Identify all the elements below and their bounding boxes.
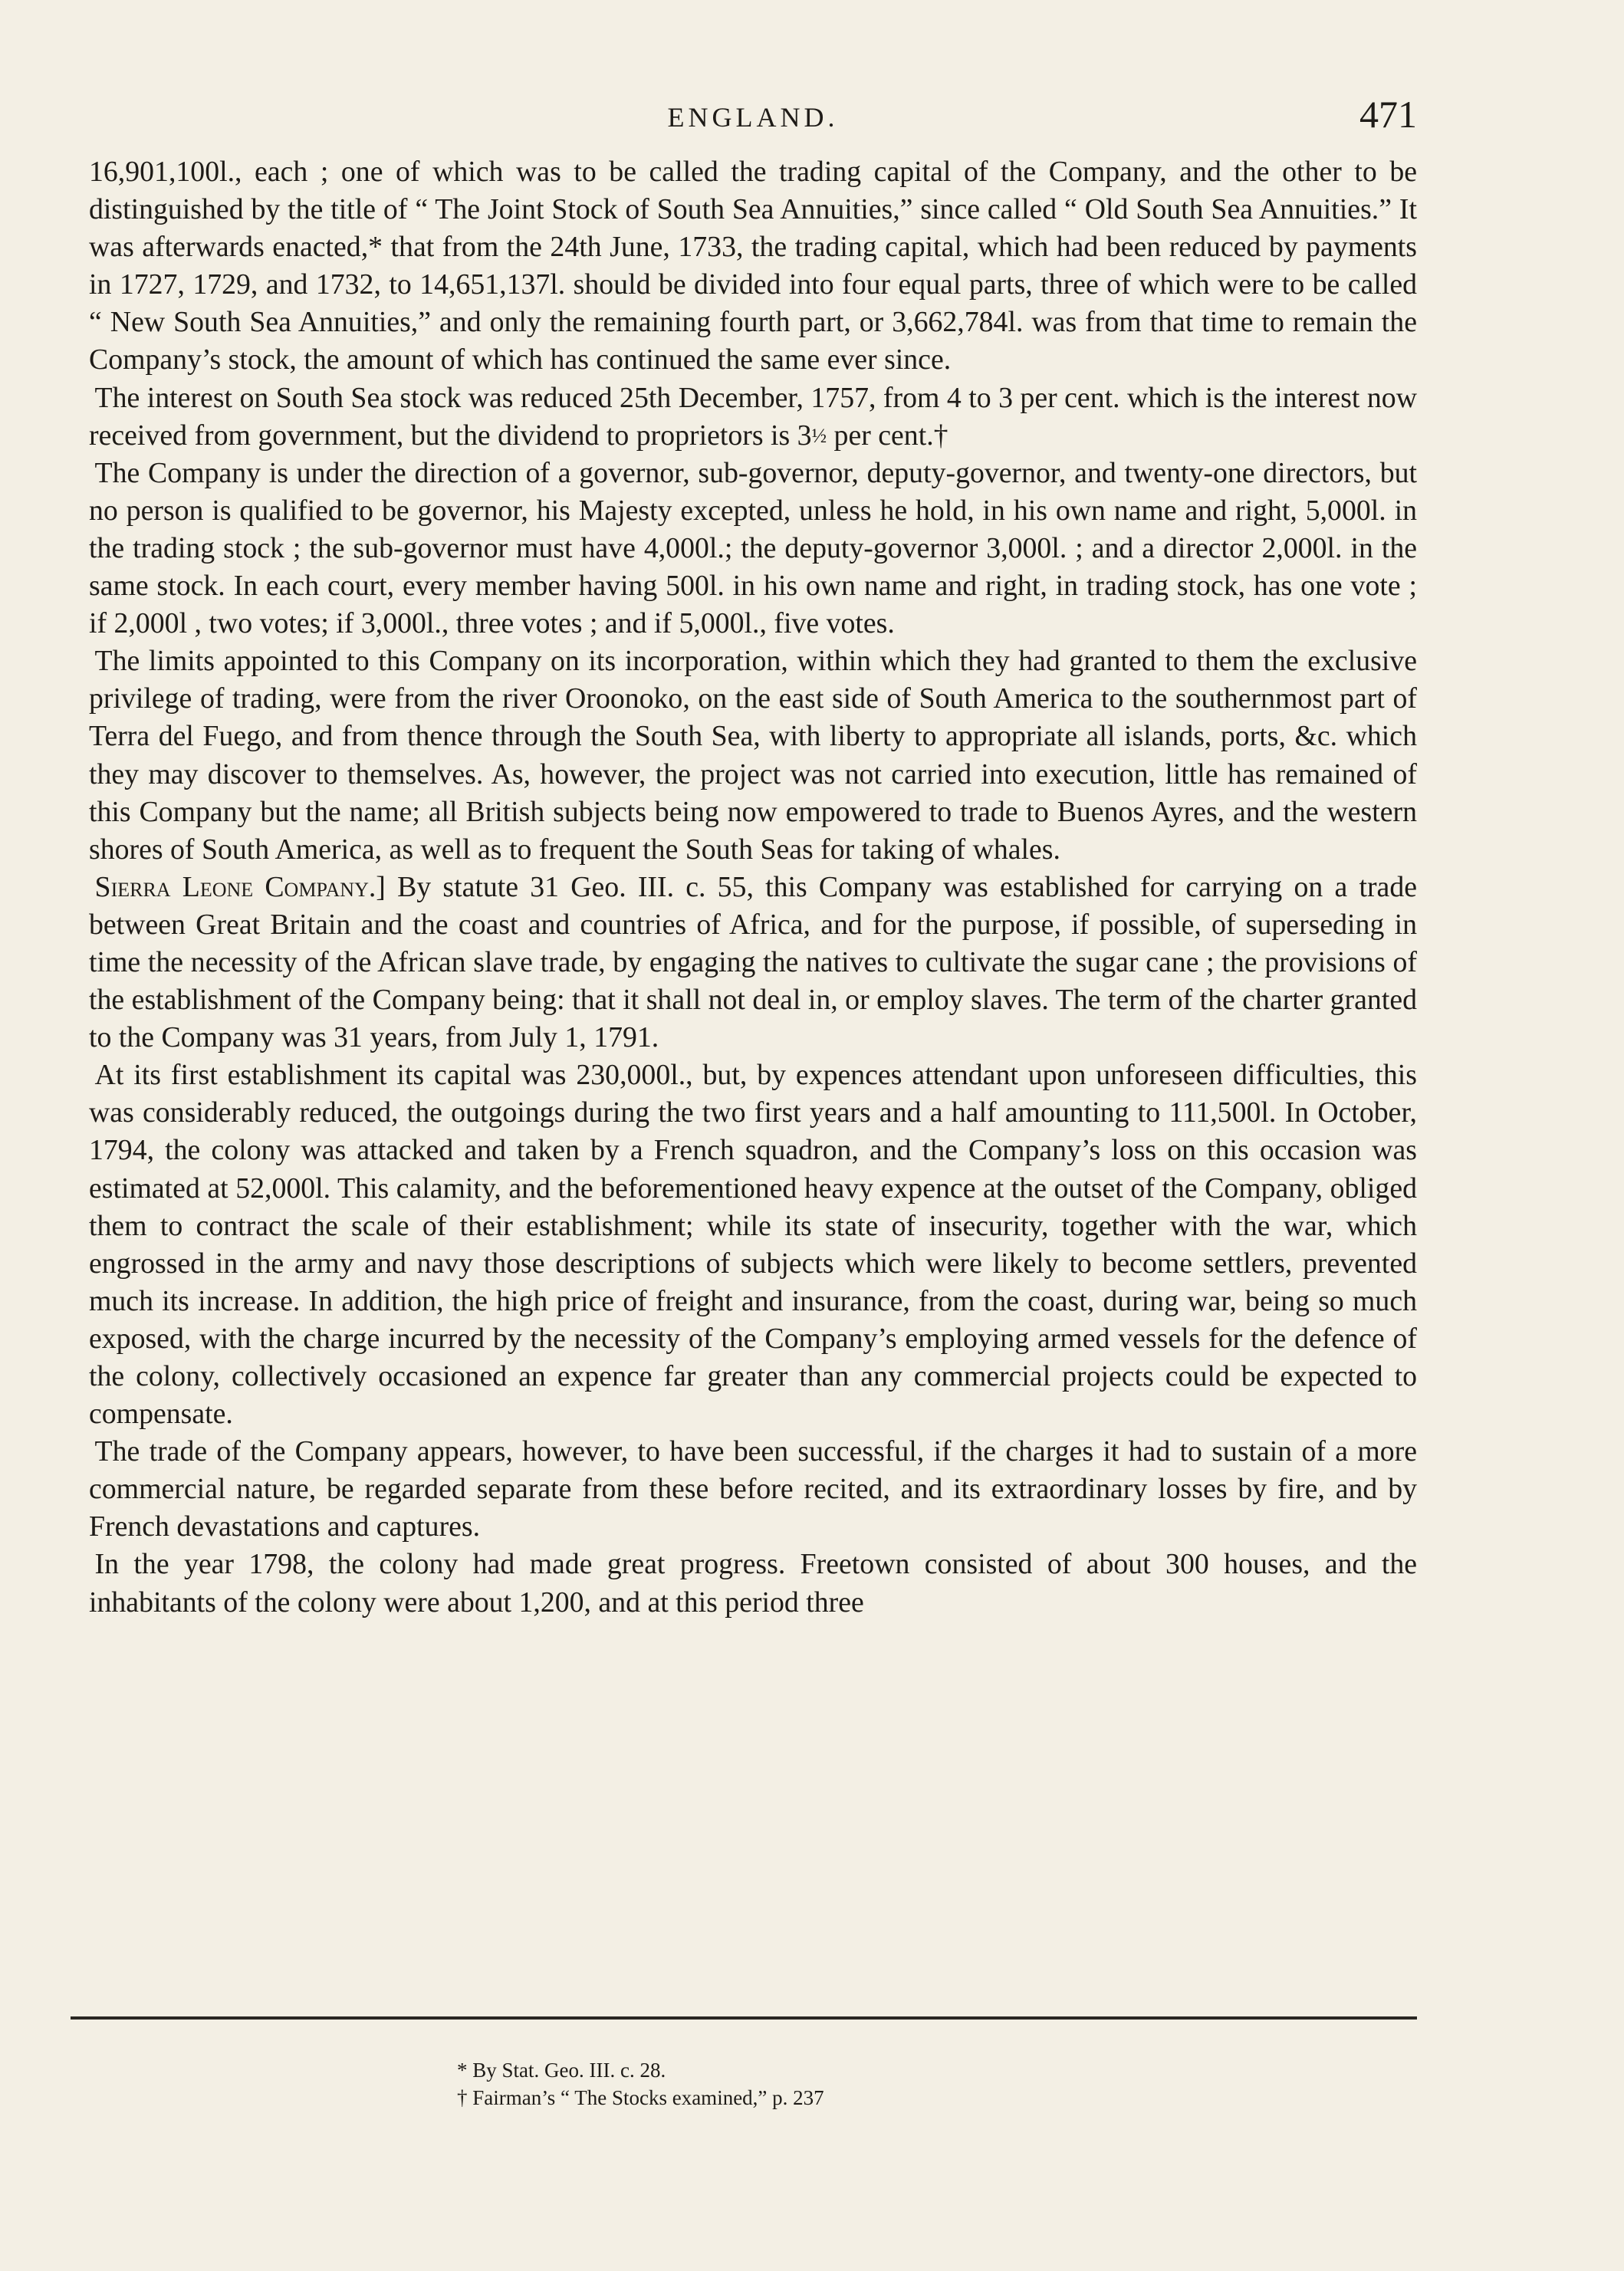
page-header: [89, 92, 1417, 146]
page-number: 471: [1359, 93, 1417, 136]
paragraph-text: By statute 31 Geo. III. c. 55, this Company was established for carrying on a trade between Great Britain and the coast and countries of Africa, and for the purpose, if possible, of superseding in time the necessity of the African slave trade, by engaging the natives to cultivate the sugar cane ; the provisions of the establishment of the Company being: that it shall not deal in, or employ slaves. The term of the charter granted to the Company was 31 years, from July 1, 1791.: [89, 870, 1418, 1054]
paragraph-company-direction: The Company is under the direction of a governor, sub-governor, deputy-governor, and twenty-one directors, but no person is qualified to be governor, his Majesty excepted, unless he hold, in his own name and right, 5,000l. in the trading stock ; the sub-governor must have 4,000l.; the deputy-governor 3,000l. ; and a director 2,000l. in the same stock. In each court, every member having 500l. in his own name and right, in trading stock, has one vote ; if 2,000l , two votes; if 3,000l., three votes ; and if 5,000l., five votes.: [89, 456, 1417, 640]
paragraph-interest-reduction: [89, 380, 1417, 455]
running-title: ENGLAND.: [667, 102, 839, 133]
paragraph-trading-limits: The limits appointed to this Company on its incorporation, within which they had granted to them the exclusive privilege of trading, were from the river Oroonoko, on the east side of South America to the southernmost part of Terra del Fuego, and from thence through the South Sea, with liberty to appropriate all islands, ports, &c. which they may discover to themselves. As, however, the project was not carried into execution, little has remained of this Company but the name; all British subjects being now empowered to trade to Buenos Ayres, and the western shores of South America, as well as to frequent the South Seas for taking of whales.: [89, 645, 1417, 866]
footnote-dagger: † Fairman’s “ The Stocks examined,” p. 237: [457, 2086, 824, 2109]
paragraph-sierra-leone: [89, 869, 1417, 1057]
paragraph-south-sea-capital: 16,901,100l., each ; one of which was to be called the trading capital of the Company, and the other to be distinguished by the title of “ The Joint Stock of South Sea Annuities,” since called “ Old South Sea Annuities.” It was afterwards enacted,* that from the 24th June, 1733, the trading capital, which had been reduced by payments in 1727, 1729, and 1732, to 14,651,137l. should be divided into four equal parts, three of which were to be called “ New South Sea Annuities,” and only the remaining fourth part, or 3,662,784l. was from that time to remain the Company’s stock, the amount of which has continued the same ever since.: [89, 156, 1417, 376]
footnote-rule: [71, 2016, 1417, 2020]
paragraph-year-1798: In the year 1798, the colony had made great progress. Freetown consisted of about 300 houses, and the inhabitants of the colony were about 1,200, and at this period three: [89, 1548, 1417, 1619]
paragraph-text: The interest on South Sea stock was reduced 25th December, 1757, from 4 to 3 per cent. which is the interest now received from government, but the dividend to proprietors is 3: [89, 381, 1417, 452]
section-heading: Sierra Leone Company.]: [94, 870, 386, 903]
footnote-asterisk: * By Stat. Geo. III. c. 28.: [457, 2059, 666, 2082]
paragraph-first-establishment: At its first establishment its capital was 230,000l., but, by expences attendant upon unforeseen difficulties, this was considerably reduced, the outgoings during the two first years and a half amounting to 111,500l. In October, 1794, the colony was attacked and taken by a French squadron, and the Company’s loss on this occasion was estimated at 52,000l. This calamity, and the beforementioned heavy expence at the outset of the Company, obliged them to contract the scale of their establishment; while its state of insecurity, together with the war, which engrossed in the army and navy those descriptions of subjects which were likely to become settlers, prevented much its increase. In addition, the high price of freight and insurance, from the coast, during war, being so much exposed, with the charge incurred by the necessity of the Company’s employing armed vessels for the defence of the colony, collectively occasioned an expence far greater than any commercial projects could be expected to compensate.: [89, 1059, 1417, 1431]
paragraph-text: per cent.†: [827, 419, 948, 452]
footnotes: [457, 2056, 994, 2112]
body-text: [89, 153, 1417, 1622]
paragraph-trade-success: The trade of the Company appears, however, to have been successful, if the charges it had to sustain of a more commercial nature, be regarded separate from these before recited, and its extraordinary losses by fire, and by French devastations and captures.: [89, 1435, 1417, 1543]
fraction-half: ½: [811, 424, 827, 447]
